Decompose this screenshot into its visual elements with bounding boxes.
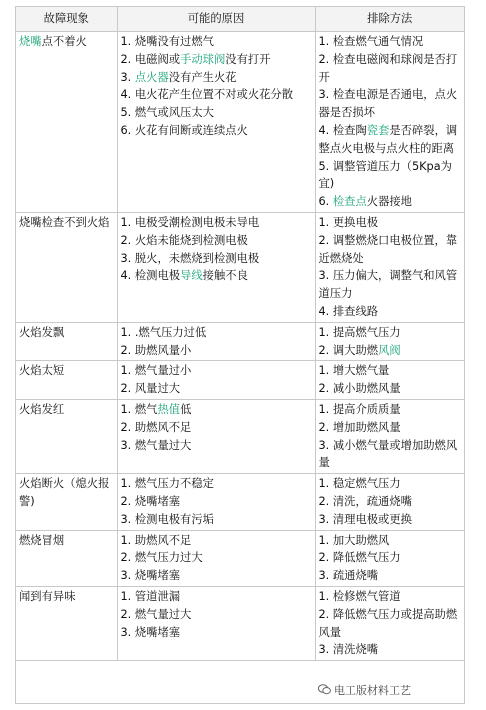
text-run: 1. 提高燃气压力 <box>318 325 401 339</box>
text-run: 3. 烧嘴堵塞 <box>120 625 181 639</box>
text-run: 2. 调整燃烧口电极位置，靠近燃烧处 <box>318 233 458 265</box>
cause-item <box>121 475 312 493</box>
cause-item <box>121 419 312 437</box>
remedy-item <box>319 342 462 360</box>
cause-item <box>121 588 312 606</box>
remedy-item <box>319 303 462 321</box>
text-run: 3. 清理电极或更换 <box>318 512 412 526</box>
fault-cell <box>16 322 117 361</box>
text-run: 1. 燃气 <box>120 402 158 416</box>
text-run: 2. 燃气量过大 <box>120 607 192 621</box>
remedies-cell <box>315 474 464 530</box>
text-run: 1. 烧嘴没有过燃气 <box>120 35 214 48</box>
remedy-item <box>319 267 462 303</box>
text-run: 火器接地 <box>366 195 412 209</box>
highlighted-term: 手动球阀 <box>180 52 226 66</box>
remedies-cell <box>315 530 464 586</box>
cause-item <box>121 549 312 567</box>
cause-item <box>121 362 312 380</box>
causes-cell <box>117 322 315 361</box>
text-run: 3. 燃气量过大 <box>120 438 192 452</box>
text-run: 1. 稳定燃气压力 <box>318 477 401 491</box>
text-run: 1. 燃气量过小 <box>120 364 192 378</box>
fault-cell <box>16 212 117 322</box>
cause-item <box>121 122 312 140</box>
text-run: 低 <box>180 402 192 416</box>
highlighted-term: 烧嘴 <box>19 35 42 48</box>
cause-item <box>121 214 312 232</box>
text-run: 5. 燃气或风压太大 <box>120 106 214 120</box>
fault-cell <box>16 399 117 473</box>
causes-cell <box>117 530 315 586</box>
text-run: 4. 检测电极 <box>120 269 181 283</box>
text-run: 2. 调大助燃 <box>318 343 379 357</box>
text-run: 2. 燃气压力过大 <box>120 551 203 565</box>
remedy-item <box>319 86 462 122</box>
text-run: 3. 疏通烧嘴 <box>318 569 379 583</box>
text-run: 1. 燃气压力不稳定 <box>120 477 214 491</box>
causes-cell <box>117 586 315 660</box>
remedy-item <box>319 33 462 51</box>
text-run: 2. 火焰未能烧到检测电极 <box>120 233 248 247</box>
text-run: 3. 减小燃气量或增加助燃风量 <box>318 438 458 470</box>
text-run: 3. <box>120 70 135 84</box>
remedy-item <box>319 511 462 529</box>
highlighted-term: 检查点 <box>332 195 367 209</box>
remedy-item <box>319 588 462 606</box>
text-run: 6. <box>318 195 333 209</box>
remedy-item <box>319 419 462 437</box>
remedy-item <box>319 193 462 211</box>
text-run: 点不着火 <box>41 35 87 48</box>
text-run: 火焰发红 <box>19 402 65 416</box>
text-run: 2. 助燃风量小 <box>120 343 192 357</box>
cause-item <box>121 511 312 529</box>
remedies-cell <box>315 361 464 400</box>
text-run: 1. 增大燃气量 <box>318 364 390 378</box>
cause-item <box>121 86 312 104</box>
text-run: 1. 提高介质质量 <box>318 402 401 416</box>
fault-cell <box>16 586 117 660</box>
text-run: 1. 电极受潮检测电极未导电 <box>120 215 260 229</box>
remedy-item <box>319 214 462 232</box>
remedy-item <box>319 122 462 158</box>
remedy-item <box>319 324 462 342</box>
text-run: 闻到有异味 <box>19 589 76 603</box>
fault-table-frame <box>15 6 465 704</box>
text-run: 3. 压力偏大，调整气和风管道压力 <box>318 269 458 301</box>
remedy-item <box>319 401 462 419</box>
text-run: 6. 火花有间断或连续点火 <box>120 123 248 137</box>
text-run: 3. 清洗烧嘴 <box>318 643 379 657</box>
remedy-item <box>319 232 462 268</box>
remedy-item <box>319 549 462 567</box>
highlighted-term: 热值 <box>157 402 181 416</box>
remedies-cell <box>315 32 464 213</box>
remedy-item <box>319 475 462 493</box>
header-remedies: 排除方法 <box>315 7 464 32</box>
cause-item <box>121 380 312 398</box>
causes-cell <box>117 399 315 473</box>
text-run: 1. 管道泄漏 <box>120 589 181 603</box>
text-run: 3. 检测电极有污垢 <box>120 512 214 526</box>
text-run: 2. 增加助燃风量 <box>318 420 401 434</box>
text-run: 2. 助燃风不足 <box>120 420 192 434</box>
text-run: 火焰断火（熄火报警) <box>19 477 110 508</box>
table-row <box>16 530 464 586</box>
text-run: 1. .燃气压力过低 <box>120 325 207 339</box>
text-run: 火焰发飘 <box>19 325 65 339</box>
text-run: 2. 降低燃气压力 <box>318 551 401 565</box>
fault-table <box>16 7 464 661</box>
causes-cell <box>117 212 315 322</box>
remedies-cell <box>315 212 464 322</box>
remedy-item <box>319 158 462 194</box>
cause-item <box>121 232 312 250</box>
table-row <box>16 32 464 213</box>
remedy-item <box>319 567 462 585</box>
fault-cell <box>16 361 117 400</box>
text-run: 是否碎裂，调整点火电极与点火柱的距离 <box>318 123 458 155</box>
cause-item <box>121 437 312 455</box>
fault-cell <box>16 530 117 586</box>
text-run: 接触不良 <box>202 269 248 283</box>
text-run: 1. 更换电极 <box>318 215 379 229</box>
table-row <box>16 361 464 400</box>
wechat-icon <box>318 684 331 695</box>
text-run: 2. 检查电磁阀和球阀是否打开 <box>318 52 458 84</box>
text-run: 2. 清洗，疏通烧嘴 <box>318 494 412 508</box>
text-run: 2. 烧嘴堵塞 <box>120 494 181 508</box>
remedies-cell <box>315 322 464 361</box>
text-run: 4. 排查线路 <box>318 304 379 318</box>
remedy-item <box>319 380 462 398</box>
text-run: 没有打开 <box>225 52 271 66</box>
table-row <box>16 586 464 660</box>
causes-cell <box>117 361 315 400</box>
text-run: 2. 电磁阀或 <box>120 52 181 66</box>
remedy-item <box>319 641 462 659</box>
header-fault: 故障现象 <box>16 7 117 32</box>
text-run: 4. 电火花产生位置不对或火花分散 <box>120 88 294 102</box>
cause-item <box>121 624 312 642</box>
text-run: 1. 助燃风不足 <box>120 533 192 547</box>
cause-item <box>121 342 312 360</box>
fault-cell <box>16 474 117 530</box>
text-run: 3. 脱火，未燃烧到检测电极 <box>120 251 260 265</box>
causes-cell <box>117 32 315 213</box>
text-run: 2. 减小助燃风量 <box>318 382 401 396</box>
table-row <box>16 474 464 530</box>
text-run: 2. 降低燃气压力或提高助燃风量 <box>318 607 458 639</box>
text-run: 燃烧冒烟 <box>19 533 65 547</box>
highlighted-term: 导线 <box>180 269 203 283</box>
cause-item <box>121 51 312 69</box>
cause-item <box>121 69 312 87</box>
cause-item <box>121 532 312 550</box>
remedy-item <box>319 606 462 642</box>
table-header-row <box>16 7 464 32</box>
highlighted-term: 点火器 <box>134 70 169 84</box>
remedy-item <box>319 362 462 380</box>
text-run: 4. 检查陶 <box>318 123 367 137</box>
cause-item <box>121 324 312 342</box>
remedy-item <box>319 51 462 87</box>
table-row <box>16 212 464 322</box>
cause-item <box>121 267 312 285</box>
remedies-cell <box>315 399 464 473</box>
text-run: 1. 检查燃气通气情况 <box>318 35 424 48</box>
causes-cell <box>117 474 315 530</box>
cause-item <box>121 104 312 122</box>
table-row <box>16 322 464 361</box>
cause-item <box>121 493 312 511</box>
remedies-cell <box>315 586 464 660</box>
highlighted-term: 风阀 <box>378 343 401 357</box>
text-run: 没有产生火花 <box>168 70 237 84</box>
cause-item <box>121 250 312 268</box>
remedy-item <box>319 532 462 550</box>
cause-item <box>121 567 312 585</box>
text-run: 火焰太短 <box>19 364 65 378</box>
text-run: 3. 检查电源是否通电，点火器是否损坏 <box>318 88 458 120</box>
text-run: 1. 加大助燃风 <box>318 533 390 547</box>
watermark <box>318 682 411 698</box>
text-run: 5. 调整管道压力（5Kpa为宜) <box>318 159 452 191</box>
cause-item <box>121 606 312 624</box>
watermark-text: 电工版材料工艺 <box>334 684 411 697</box>
text-run: 烧嘴检查不到火焰 <box>19 215 110 229</box>
text-run: 2. 风量过大 <box>120 382 181 396</box>
cause-item <box>121 33 312 51</box>
text-run: 1. 检修燃气管道 <box>318 589 401 603</box>
text-run: 3. 烧嘴堵塞 <box>120 569 181 583</box>
table-row <box>16 399 464 473</box>
remedy-item <box>319 437 462 473</box>
remedy-item <box>319 493 462 511</box>
cause-item <box>121 401 312 419</box>
header-causes: 可能的原因 <box>117 7 315 32</box>
highlighted-term: 瓷套 <box>366 123 390 137</box>
fault-cell <box>16 32 117 213</box>
